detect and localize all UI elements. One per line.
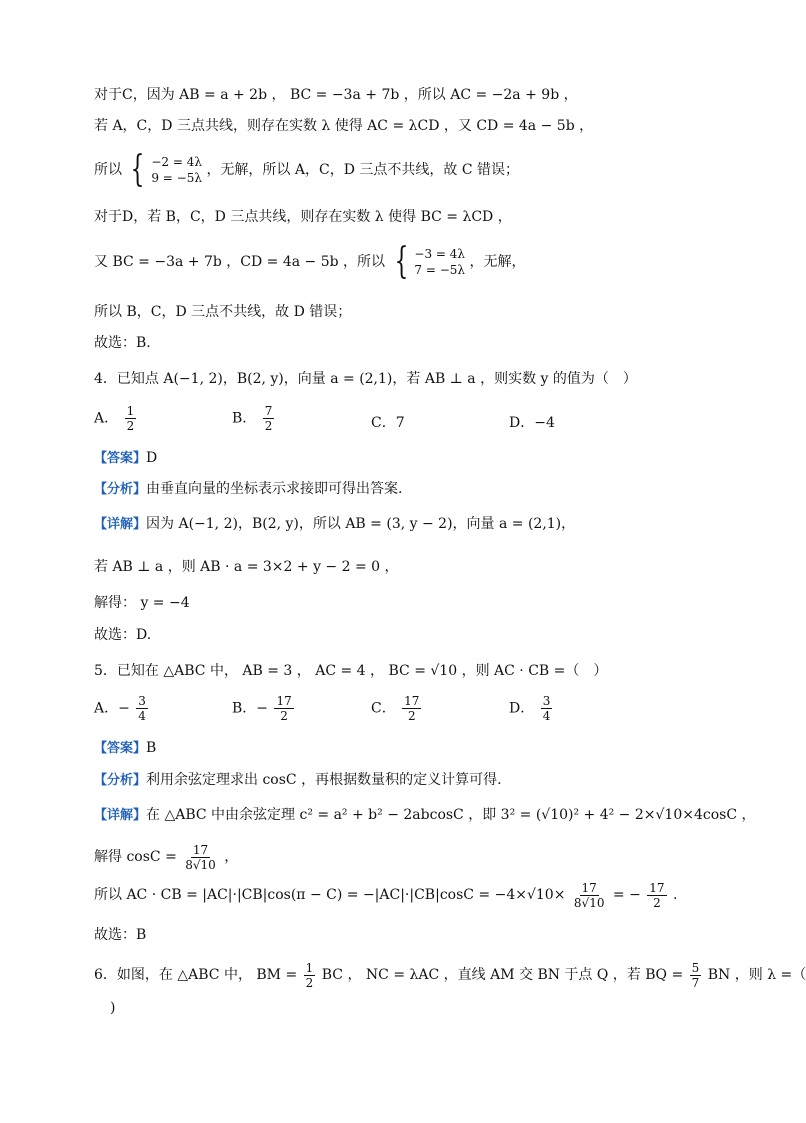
denominator: 2 bbox=[305, 975, 314, 990]
fraction bbox=[690, 961, 702, 990]
q5-option-b bbox=[232, 694, 296, 723]
brace-icon: { bbox=[394, 241, 408, 282]
text-span: 解得 cosC = bbox=[94, 849, 177, 865]
text-span: 所以 AC · CB = |AC|·|CB|cos(π − C) = −|AC|·|CB|cosC = −4×√10× bbox=[94, 887, 566, 903]
question-6 bbox=[94, 958, 806, 992]
text-line: ) bbox=[110, 1000, 116, 1016]
denominator: 2 bbox=[407, 709, 416, 723]
denominator: 2 bbox=[264, 419, 273, 433]
text-span: BC ， NC = λAC ，直线 AM 交 BN 于点 Q ，若 BQ = bbox=[321, 967, 684, 983]
q4-option-d: D．−4 bbox=[509, 415, 555, 431]
analysis-tag: 【分析】 bbox=[94, 482, 147, 497]
detail-tag: 【详解】 bbox=[94, 517, 147, 532]
answer-text: D bbox=[146, 450, 158, 466]
denominator: 4 bbox=[138, 709, 146, 723]
numerator: 1 bbox=[126, 404, 135, 418]
text-line: 解得： y = −4 bbox=[94, 595, 190, 611]
equation-row: −3 = 4λ bbox=[414, 247, 466, 261]
answer-tag: 【答案】 bbox=[94, 741, 147, 756]
fraction bbox=[402, 694, 421, 723]
fraction bbox=[304, 961, 316, 990]
text-line bbox=[94, 242, 525, 282]
option-label: D． bbox=[509, 700, 535, 717]
analysis-text: 由垂直向量的坐标表示求接即可得出答案. bbox=[146, 481, 403, 497]
text-span: ，无解， bbox=[469, 254, 526, 270]
text-span: 6．如图，在 △ABC 中， BM = bbox=[94, 967, 298, 983]
text-span: . bbox=[673, 887, 678, 903]
numerator: 1 bbox=[305, 960, 314, 975]
answer-line bbox=[94, 739, 156, 758]
text-line: 若 AB ⊥ a ，则 AB · a = 3×2 + y − 2 = 0 ， bbox=[94, 559, 399, 575]
text-span: 所以 bbox=[94, 162, 122, 178]
numerator: 17 bbox=[276, 694, 292, 708]
equation-row: −2 = 4λ bbox=[151, 155, 202, 169]
detail-line bbox=[94, 515, 575, 534]
equation-system bbox=[390, 241, 466, 282]
text-span: = − bbox=[612, 887, 641, 903]
numerator: 17 bbox=[192, 842, 209, 857]
answer-line bbox=[94, 449, 157, 468]
denominator: 2 bbox=[126, 419, 135, 433]
question-5: 5．已知在 △ABC 中， AB = 3 ， AC = 4 ， BC = √10 ，则 AC · CB =（ ） bbox=[94, 663, 608, 679]
fraction bbox=[263, 404, 275, 433]
q4-option-b bbox=[232, 404, 276, 433]
text-span: ， bbox=[224, 849, 239, 865]
fraction bbox=[541, 694, 553, 723]
numerator: 3 bbox=[542, 694, 551, 708]
text-line: 对于D，若 B，C，D 三点共线，则存在实数 λ 使得 BC = λCD ， bbox=[94, 209, 512, 225]
q5-option-c bbox=[371, 694, 423, 723]
fraction bbox=[274, 694, 293, 723]
option-label: A．− bbox=[94, 700, 130, 717]
detail-text: 因为 A(−1, 2)，B(2, y)，所以 AB = (3, y − 2)，向量 a = (2,1)， bbox=[146, 516, 576, 532]
equation-system bbox=[126, 149, 202, 190]
option-label: B． bbox=[232, 410, 257, 427]
text-line: 若 A，C，D 三点共线，则存在实数 λ 使得 AC = λCD ，又 CD = 4a − 5b ， bbox=[94, 118, 594, 134]
text-line bbox=[94, 150, 519, 190]
denominator: 8√10 bbox=[573, 895, 605, 910]
detail-tag: 【详解】 bbox=[94, 808, 147, 823]
analysis-line bbox=[94, 480, 402, 499]
option-label: A． bbox=[94, 410, 119, 427]
numerator: 3 bbox=[138, 694, 146, 708]
q5-option-a bbox=[94, 694, 150, 723]
question-4: 4．已知点 A(−1, 2)，B(2, y)，向量 a = (2,1)，若 AB ⊥ a ，则实数 y 的值为（ ） bbox=[94, 371, 637, 387]
q4-option-c: C．7 bbox=[371, 415, 405, 431]
detail-text: 在 △ABC 中由余弦定理 c² = a² + b² − 2abcosC ，即 3² = (√10)² + 4² − 2×√10×4cosC ， bbox=[146, 807, 756, 823]
option-label: B．− bbox=[232, 700, 269, 717]
denominator: 7 bbox=[691, 975, 700, 990]
denominator: 8√10 bbox=[185, 857, 216, 872]
text-span: ，无解，所以 A，C，D 三点不共线，故 C 错误； bbox=[206, 162, 519, 178]
denominator: 4 bbox=[542, 709, 551, 723]
brace-icon: { bbox=[131, 149, 145, 190]
analysis-line bbox=[94, 771, 502, 790]
text-line: 故选：B. bbox=[94, 335, 151, 351]
text-line bbox=[94, 840, 238, 874]
detail-line bbox=[94, 806, 756, 825]
numerator: 17 bbox=[649, 880, 665, 895]
numerator: 5 bbox=[691, 960, 700, 975]
fraction bbox=[572, 881, 607, 910]
text-span: BN ，则 λ =（ bbox=[707, 967, 806, 983]
text-line: 对于C，因为 AB = a + 2b ， BC = −3a + 7b ，所以 AC = −2a + 9b ， bbox=[94, 87, 578, 103]
analysis-tag: 【分析】 bbox=[94, 773, 147, 788]
equation-row: 7 = −5λ bbox=[414, 263, 466, 277]
text-span: 又 BC = −3a + 7b ，CD = 4a − 5b ，所以 bbox=[94, 254, 386, 270]
fraction bbox=[136, 694, 148, 723]
text-line bbox=[94, 878, 677, 912]
equation-row: 9 = −5λ bbox=[151, 171, 202, 185]
answer-tag: 【答案】 bbox=[94, 451, 147, 466]
fraction bbox=[647, 881, 666, 910]
denominator: 2 bbox=[653, 895, 661, 910]
answer-text: B bbox=[146, 740, 157, 756]
q5-option-d bbox=[509, 694, 554, 723]
fraction bbox=[125, 404, 137, 433]
q4-option-a bbox=[94, 404, 138, 433]
numerator: 7 bbox=[264, 404, 273, 418]
text-line: 所以 B，C，D 三点不共线，故 D 错误； bbox=[94, 304, 352, 320]
analysis-text: 利用余弦定理求出 cosC ，再根据数量积的定义计算可得. bbox=[146, 772, 502, 788]
denominator: 2 bbox=[280, 709, 288, 723]
option-label: C． bbox=[371, 700, 396, 717]
text-line: 故选：B bbox=[94, 927, 147, 943]
numerator: 17 bbox=[581, 880, 597, 895]
text-line: 故选：D. bbox=[94, 627, 152, 643]
numerator: 17 bbox=[404, 694, 420, 708]
fraction bbox=[183, 843, 218, 872]
